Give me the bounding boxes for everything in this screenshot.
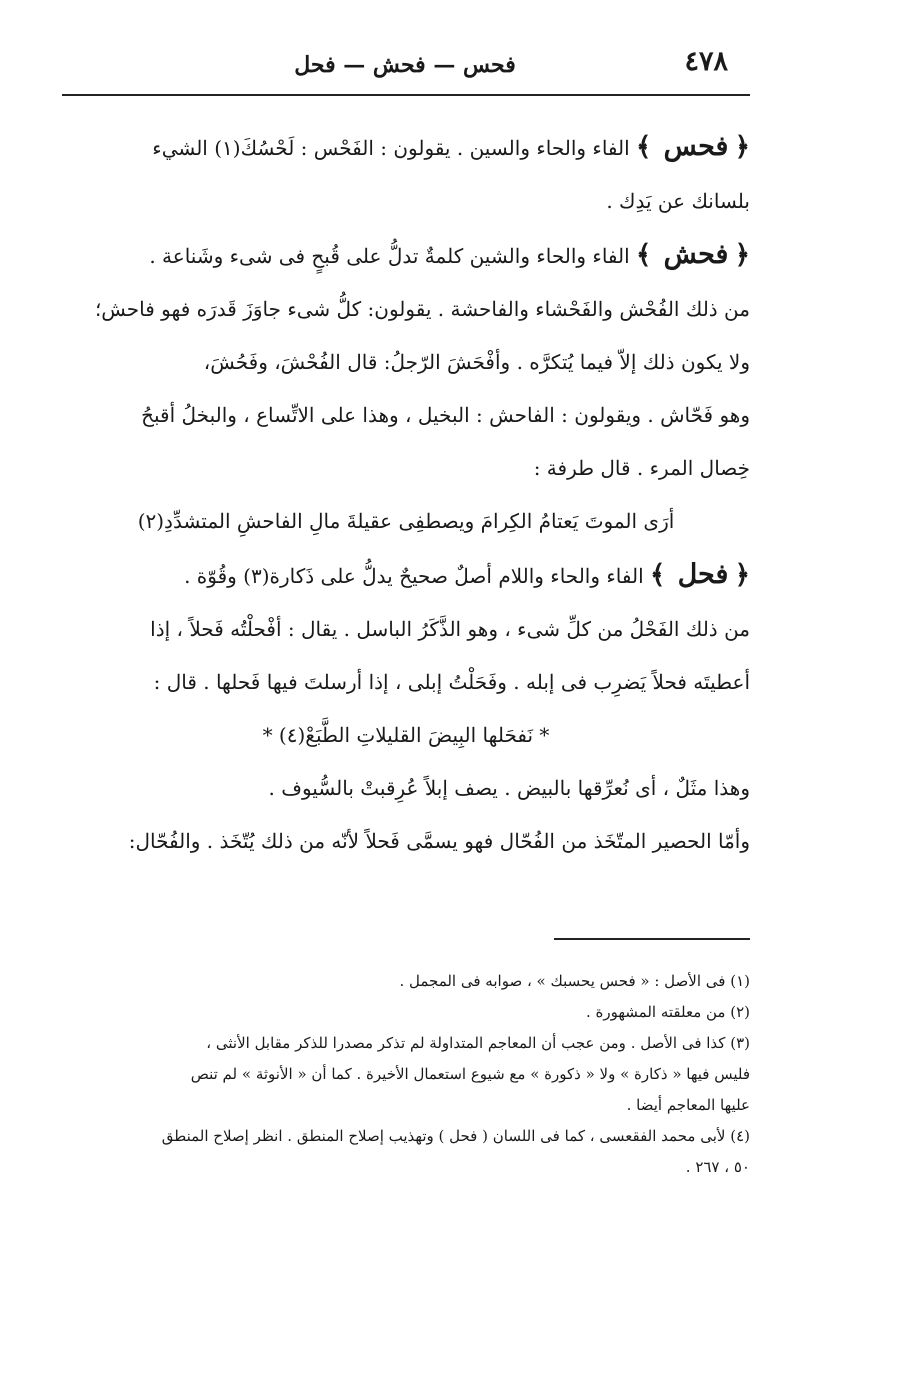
- entry-fahl-line-5: وأمّا الحصير المتّخَذ من الفُحّال فهو يسمَّى فَحلاً لأنّه من ذلك يُتّخَذ . والفُحّال:: [128, 829, 750, 853]
- entry-fahsh-line-4: وهو فَحّاش . ويقولون : الفاحش : البخيل ، وهذا على الاتِّساع ، والبخلُ أقبحُ: [141, 403, 750, 427]
- main-text: [62, 120, 750, 868]
- page-number: ٤٧٨: [684, 46, 728, 77]
- footnote-4: (٤) لأبى محمد الفقعسى ، كما فى اللسان ( فحل ) وتهذيب إصلاح المنطق . انظر إصلاح المنطق: [161, 1127, 750, 1145]
- entry-fahs-line-2: بلسانك عن يَدِك .: [606, 189, 750, 213]
- ornate-bracket-open: ﴿: [734, 560, 750, 590]
- entry-fahl-line-3: أعطيتَه فحلاً يَضرِب فى إبله . وفَحَلْتُ إبلى ، إذا أرسلتَ فيها فَحلها . قال :: [153, 670, 750, 694]
- ornate-bracket-open: ﴿: [734, 240, 750, 270]
- footnote-1: (١) فى الأصل : « فحس يحسبك » ، صوابه فى المجمل .: [399, 972, 750, 990]
- entry-fahl-text-1: الفاء والحاء واللام أصلٌ صحيحٌ يدلُّ على ذَكارة(٣) وقُوّة .: [184, 564, 644, 588]
- footnote-2: (٢) من معلقته المشهورة .: [585, 1003, 750, 1021]
- footnote-3: (٣) كذا فى الأصل . ومن عجب أن المعاجم المتداولة لم تذكر مصدرا للذكر مقابل الأنثى ،: [206, 1034, 750, 1052]
- header-divider: [62, 94, 750, 96]
- footnote-4-cont: ٥٠ ، ٢٦٧ .: [685, 1158, 750, 1176]
- entry-fahs-text-1: الفاء والحاء والسين . يقولون : الفَحْس : لَحْسُكَ(١) الشيء: [152, 136, 630, 160]
- verse-tarafa: أرَى الموتَ يَعتامُ الكِرامَ ويصطفِى عقيلةَ مالِ الفاحشِ المتشدِّدِ(٢): [137, 509, 675, 533]
- entry-head-fahs: فحس: [663, 131, 729, 162]
- page-header: [60, 46, 750, 90]
- footnote-divider: [554, 938, 750, 940]
- entry-fahs-line-1: [62, 120, 750, 175]
- footnotes: [66, 966, 750, 1183]
- running-title: فحس — فحش — فحل: [294, 52, 516, 78]
- entry-fahl-line-4: وهذا مثَلٌ ، أى نُعرِّقها بالبيض . يصف إبلاً عُرِقبتْ بالسُّيوف .: [268, 776, 750, 800]
- entry-fahsh-line-1: [62, 228, 750, 283]
- footnote-3-cont: فليس فيها « ذكارة » ولا « ذكورة » مع شيوع استعمال الأخيرة . كما أن « الأنوثة » لم تنص: [190, 1065, 750, 1083]
- half-verse: * نَفحَلها البِيضَ القليلاتِ الطَّبَعْ(٤) *: [262, 723, 550, 747]
- entry-head-fahsh: فحش: [663, 239, 729, 270]
- entry-fahsh-line-2: من ذلك الفُحْش والفَحْشاء والفاحشة . يقولون: كلُّ شىء جاوَزَ قَدرَه فهو فاحش؛: [94, 297, 750, 321]
- footnote-3-cont-2: عليها المعاجم أيضا .: [626, 1096, 750, 1114]
- entry-fahl-line-1: [62, 548, 750, 603]
- ornate-bracket-close: ﴾: [636, 132, 652, 162]
- entry-fahsh-line-3: ولا يكون ذلك إلاّ فيما يُتكرَّه . وأفْحَشَ الرّجلُ: قال الفُحْشَ، وفَحُشَ،: [203, 350, 750, 374]
- ornate-bracket-open: ﴿: [734, 132, 750, 162]
- ornate-bracket-close: ﴾: [650, 560, 666, 590]
- entry-head-fahl: فحل: [677, 559, 729, 590]
- entry-fahl-line-2: من ذلك الفَحْلُ من كلِّ شىء ، وهو الذَّكَرُ الباسل . يقال : أفْحلْتُه فَحلاً ، إذا: [150, 617, 750, 641]
- entry-fahsh-text-1: الفاء والحاء والشين كلمةٌ تدلُّ على قُبحٍ فى شىء وشَناعة .: [149, 244, 630, 268]
- ornate-bracket-close: ﴾: [636, 240, 652, 270]
- entry-fahsh-line-5: خِصال المرء . قال طرفة :: [533, 456, 750, 480]
